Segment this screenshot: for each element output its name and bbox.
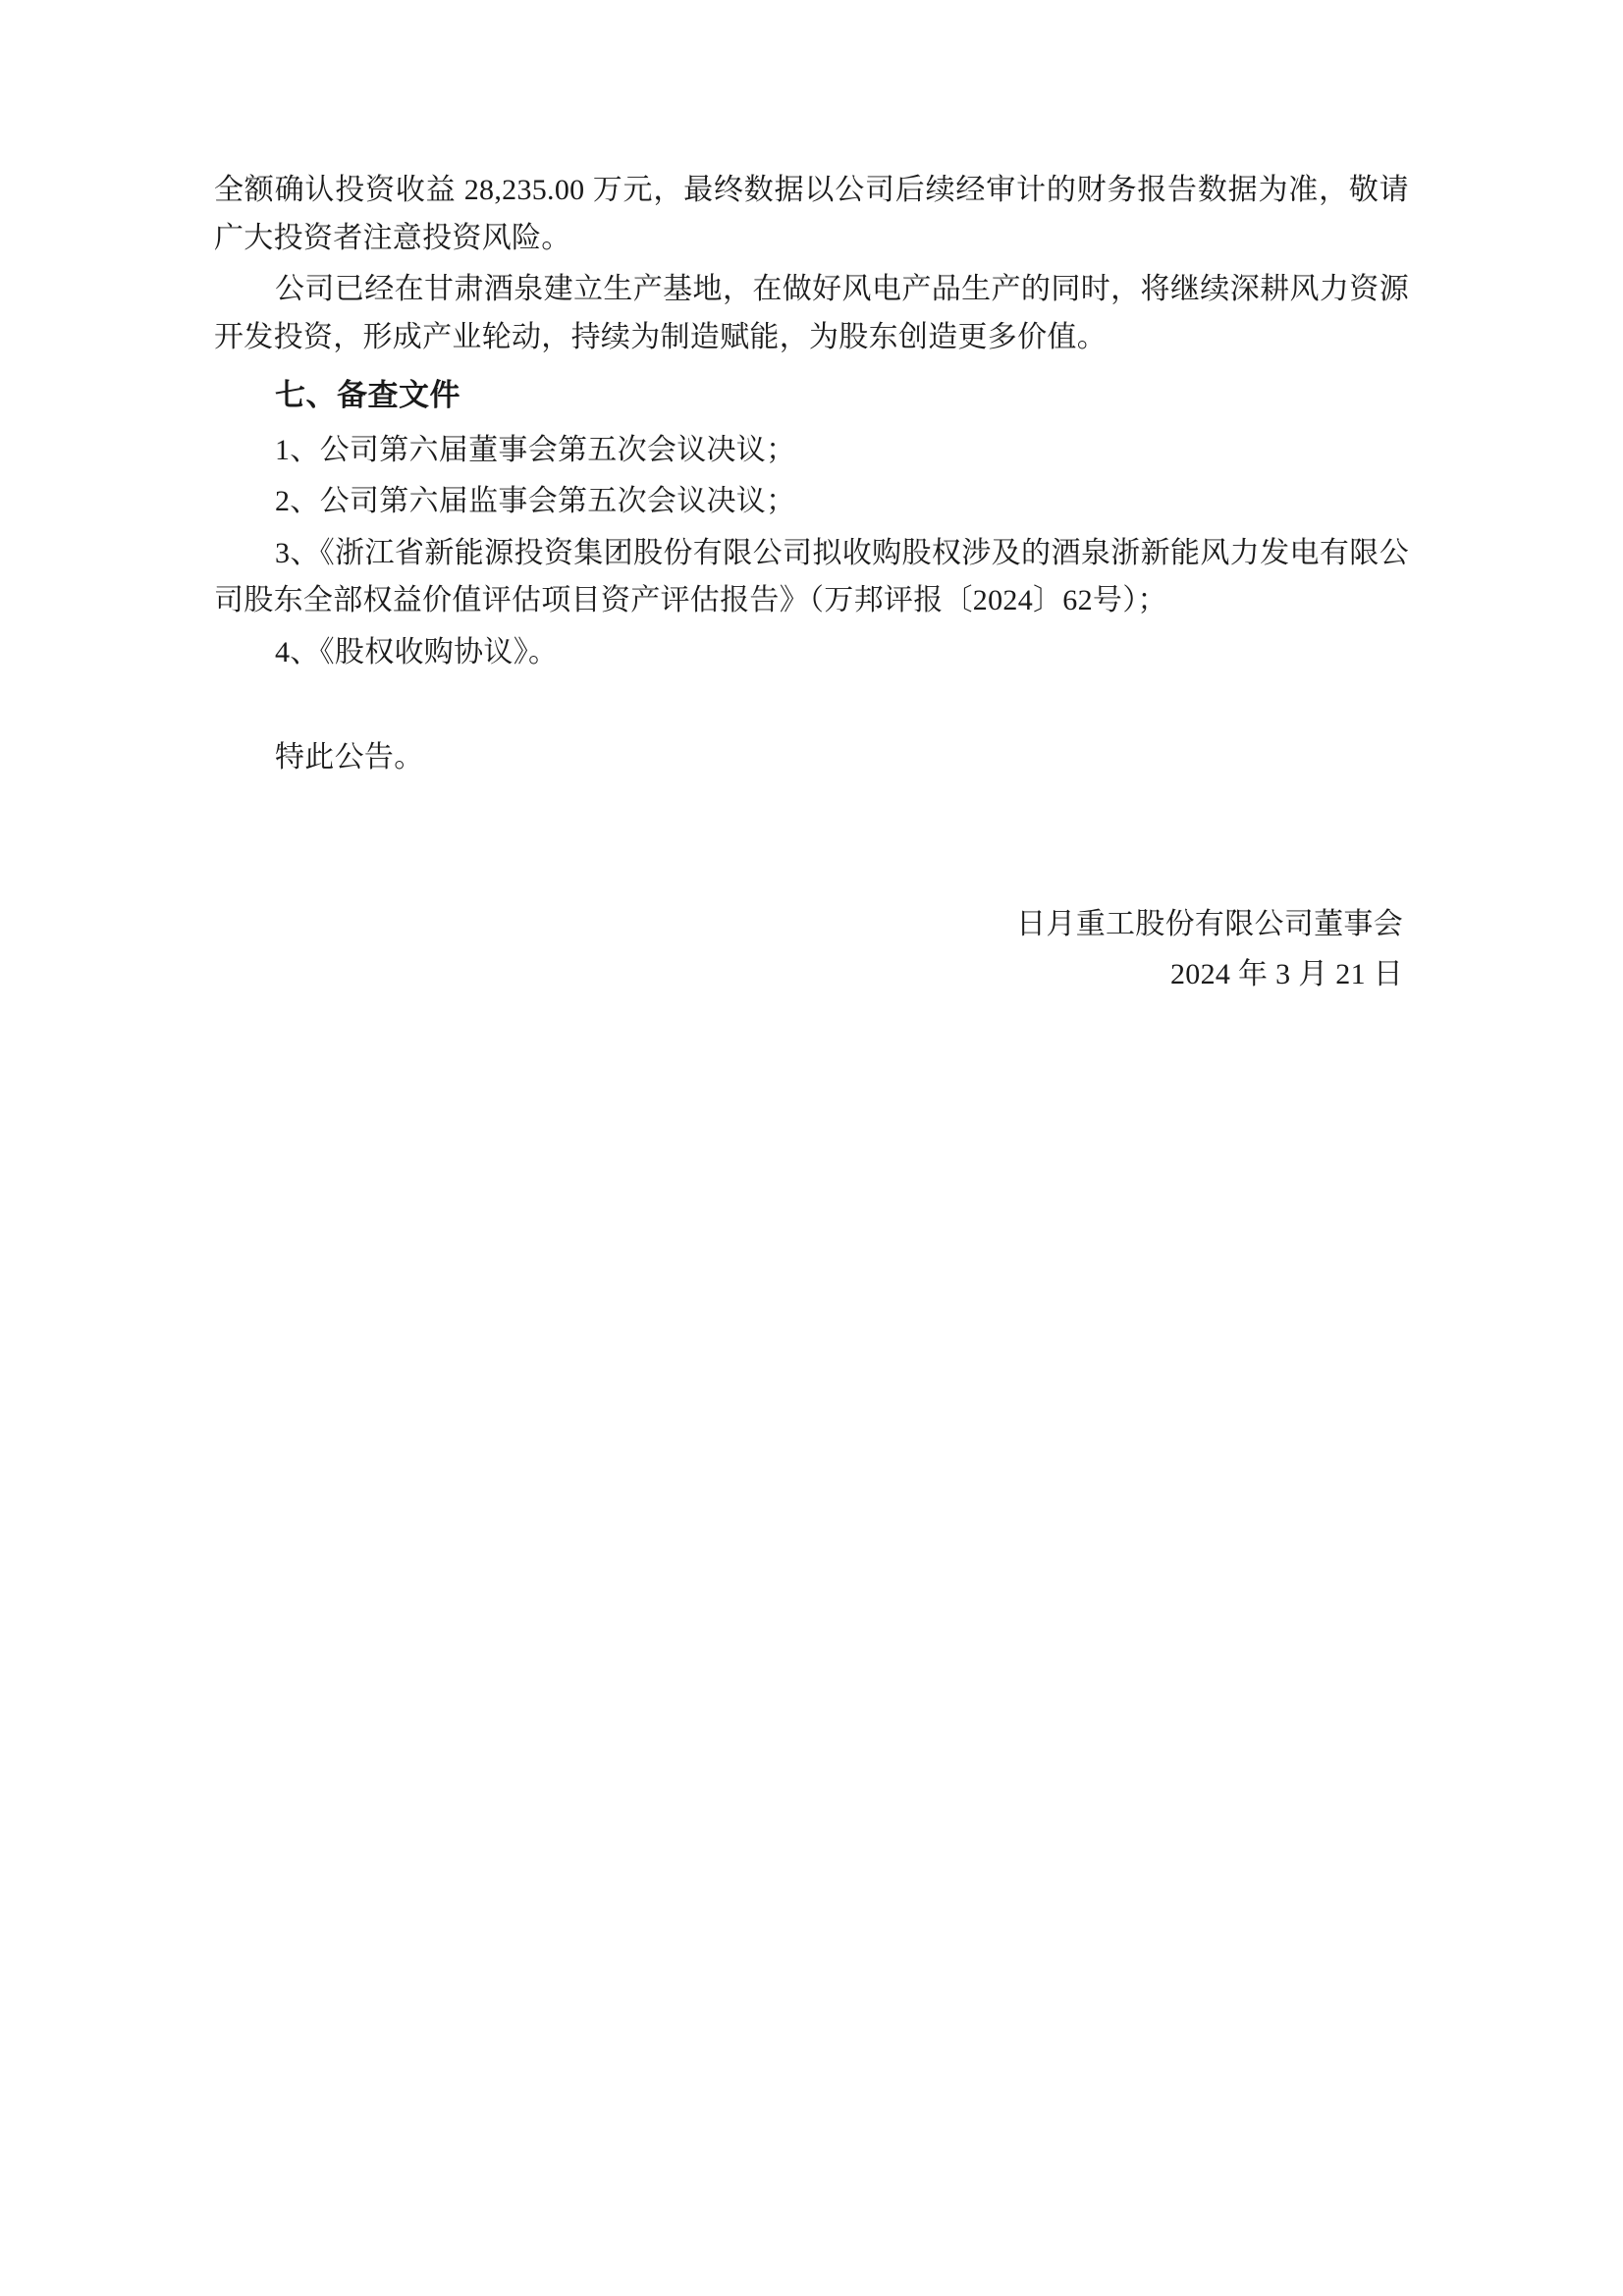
- list-item-supervisory-resolution: 2、公司第六届监事会第五次会议决议；: [275, 485, 796, 518]
- list-item-equity-purchase-agreement: 4、《股权收购协议》。: [275, 635, 559, 668]
- paragraph-investment-income: 全额确认投资收益 28,235.00 万元，最终数据以公司后续经审计的财务报告数据为准，敬请广大投资者注意投资风险。: [214, 174, 1409, 254]
- paragraph-production-base: 公司已经在甘肃酒泉建立生产基地，在做好风电产品生产的同时，将继续深耕风力资源开发投资，形成产业轮动，持续为制造赋能，为股东创造更多价值。: [214, 273, 1409, 353]
- list-item-appraisal-report: 3、《浙江省新能源投资集团股份有限公司拟收购股权涉及的酒泉浙新能风力发电有限公司股东全部权益价值评估项目资产评估报告》（万邦评报〔2024〕62号）；: [214, 536, 1409, 617]
- list-item-board-resolution: 1、公司第六届董事会第五次会议决议；: [275, 433, 796, 466]
- signature-date: 2024 年 3 月 21 日: [1170, 958, 1403, 991]
- signature-block: [214, 899, 1409, 999]
- spacer: [214, 681, 1409, 734]
- closing-notice: 特此公告。: [275, 740, 424, 774]
- signature-issuer: 日月重工股份有限公司董事会: [1016, 908, 1403, 941]
- section-heading-reference-documents: 七、备查文件: [275, 378, 460, 413]
